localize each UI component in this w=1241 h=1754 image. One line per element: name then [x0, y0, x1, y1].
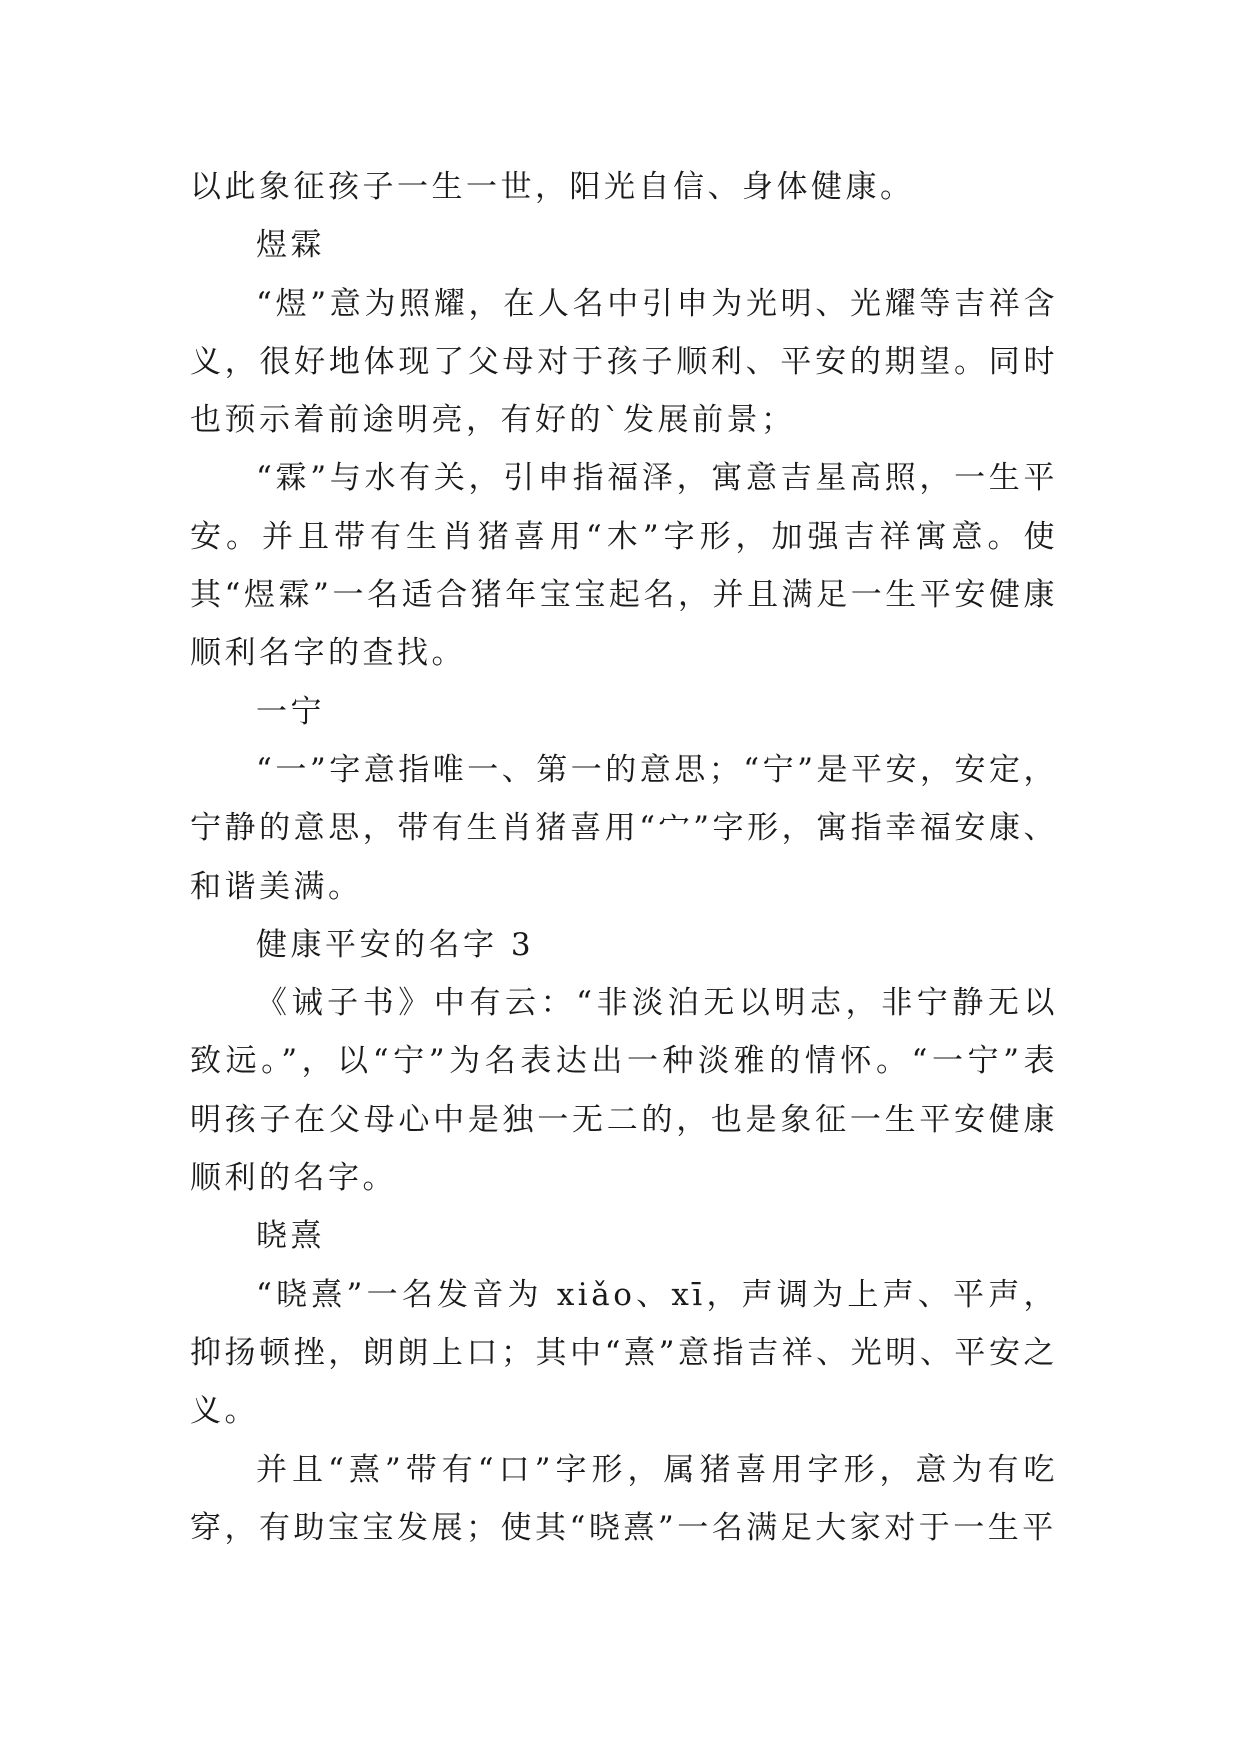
paragraph: “煜”意为照耀，在人名中引申为光明、光耀等吉祥含义，很好地体现了父母对于孩子顺利、平安的期望。同时也预示着前途明亮，有好的`发展前景；	[190, 285, 1058, 439]
name-heading: 一宁	[256, 693, 325, 730]
name-heading: 晓熹	[256, 1218, 325, 1255]
name-heading: 煜霖	[256, 227, 325, 264]
paragraph: 以此象征孩子一生一世，阳光自信、身体健康。	[190, 169, 915, 205]
document-body	[190, 158, 1058, 1557]
paragraph: “一”字意指唯一、第一的意思；“宁”是平安，安定，宁静的意思，带有生肖猪喜用“宀”字形，寓指幸福安康、和谐美满。	[190, 751, 1058, 905]
section-heading: 健康平安的名字 3	[256, 926, 535, 963]
paragraph: 并且“熹”带有“口”字形，属猪喜用字形，意为有吃穿，有助宝宝发展；使其“晓熹”一名满足大家对于一生平	[190, 1451, 1058, 1546]
paragraph: “晓熹”一名发音为 xiǎo、xī，声调为上声、平声，抑扬顿挫，朗朗上口；其中“熹”意指吉祥、光明、平安之义。	[190, 1276, 1058, 1430]
paragraph: “霖”与水有关，引申指福泽，寓意吉星高照，一生平安。并且带有生肖猪喜用“木”字形，加强吉祥寓意。使其“煜霖”一名适合猪年宝宝起名，并且满足一生平安健康顺利名字的查找。	[190, 460, 1058, 672]
paragraph: 《诫子书》中有云：“非淡泊无以明志，非宁静无以致远。”，以“宁”为名表达出一种淡雅的情怀。“一宁”表明孩子在父母心中是独一无二的，也是象征一生平安健康顺利的名字。	[190, 985, 1058, 1197]
